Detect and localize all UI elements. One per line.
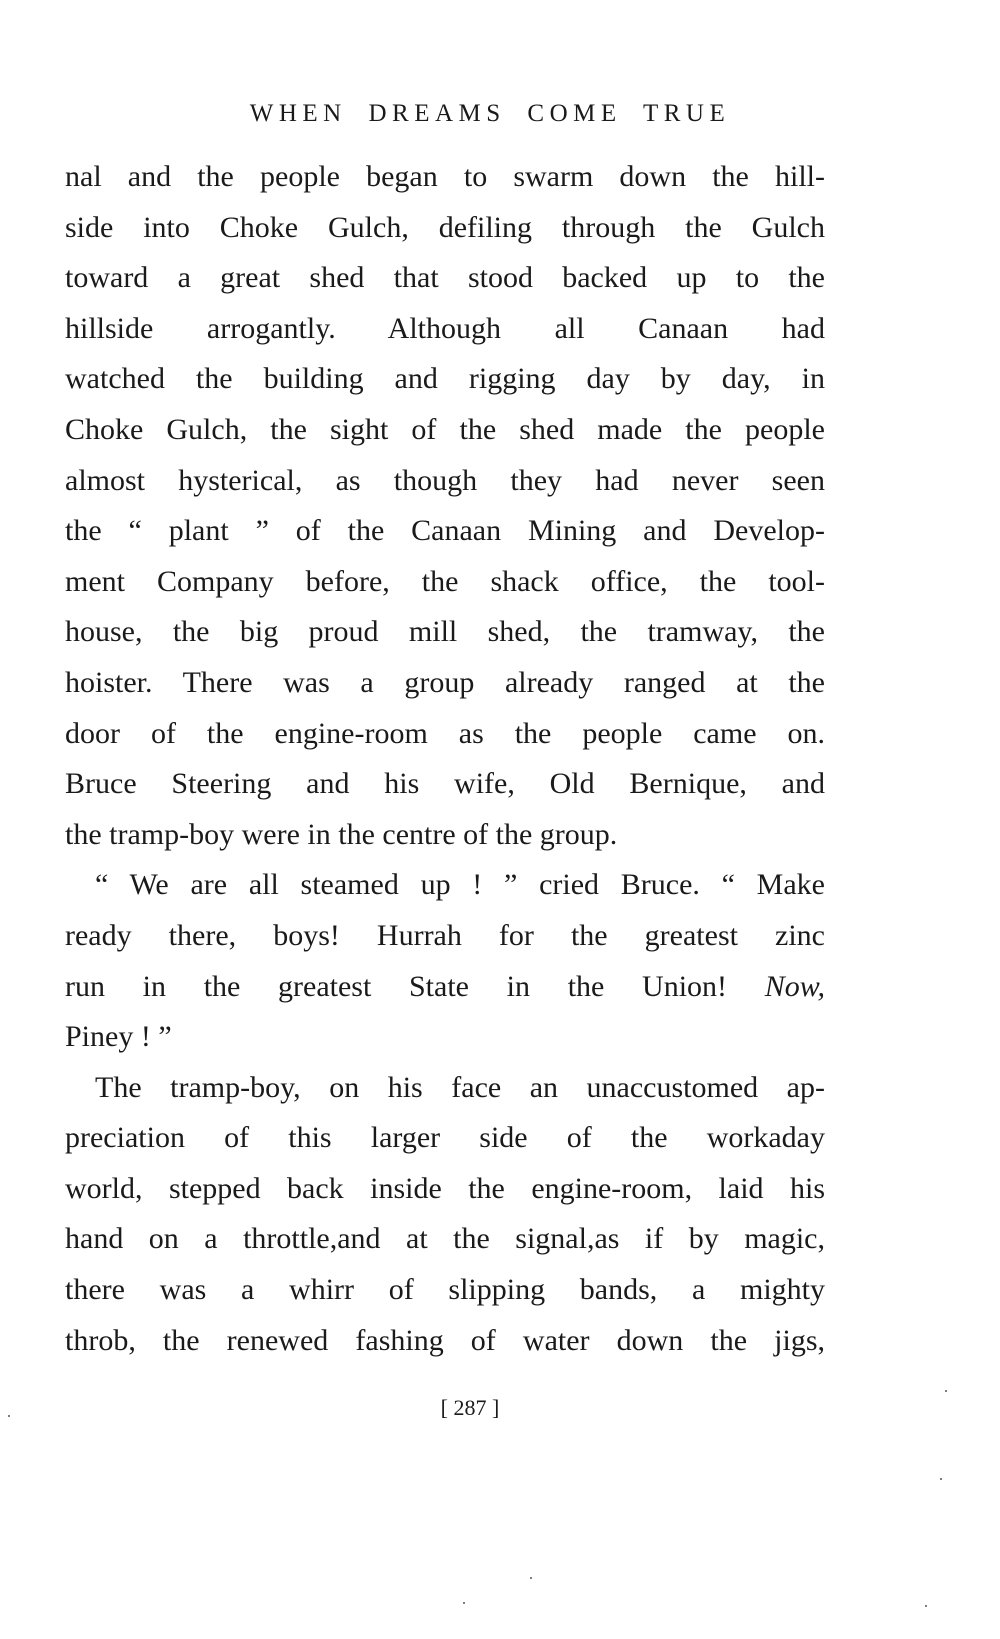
text-line: the “ plant ” of the Canaan Mining and Develop- (65, 514, 825, 548)
text-line: Bruce Steering and his wife, Old Bernique, and (65, 767, 825, 801)
running-head-text: WHEN DREAMS COME TRUE (249, 100, 731, 127)
text-line: hand on a throttle,and at the signal,as if by magic, (65, 1222, 825, 1256)
text-line: world, stepped back inside the engine-room, laid his (65, 1171, 825, 1205)
paper-speck (463, 1602, 465, 1604)
body-text (65, 152, 825, 1366)
text-line: the tramp-boy were in the centre of the group. (65, 817, 618, 851)
text-line: watched the building and rigging day by day, in (65, 362, 825, 396)
text-line: there was a whirr of slipping bands, a mighty (65, 1273, 825, 1307)
page-number (0, 1395, 1000, 1421)
paper-speck (945, 1390, 947, 1392)
text-line: ment Company before, the shack office, the tool- (65, 564, 825, 598)
text-line: side into Choke Gulch, defiling through the Gulch (65, 210, 825, 244)
text-line: hoister. There was a group already ranged at the (65, 665, 825, 699)
text-line: The tramp-boy, on his face an unaccustomed ap- (95, 1070, 825, 1104)
paper-speck (8, 1415, 10, 1417)
text-line-roman-part: run in the greatest State in the Union! (65, 969, 765, 1003)
text-line: nal and the people began to swarm down the hill- (65, 160, 825, 193)
paper-speck (530, 1577, 532, 1579)
text-line: ready there, boys! Hurrah for the greatest zinc (65, 918, 825, 952)
text-line-with-italic (65, 962, 825, 1013)
page-number-text: [ 287 ] (440, 1395, 500, 1420)
text-line: house, the big proud mill shed, the tramway, the (65, 615, 825, 649)
text-line: toward a great shed that stood backed up to the (65, 261, 825, 295)
text-line: Piney ! ” (65, 1020, 172, 1054)
paper-speck (925, 1605, 927, 1607)
text-line: throb, the renewed fashing of water down the jigs, (65, 1323, 825, 1357)
text-line: door of the engine-room as the people came on. (65, 716, 825, 750)
text-line: “ We are all steamed up ! ” cried Bruce. “ Make (95, 868, 825, 902)
running-head (0, 100, 1000, 128)
text-line: Choke Gulch, the sight of the shed made the people (65, 412, 825, 446)
paper-speck (940, 1478, 942, 1480)
text-line: almost hysterical, as though they had never seen (65, 463, 825, 497)
text-line: hillside arrogantly. Although all Canaan had (65, 311, 825, 345)
italic-word: Now, (764, 969, 825, 1003)
text-line: preciation of this larger side of the workaday (65, 1121, 825, 1155)
